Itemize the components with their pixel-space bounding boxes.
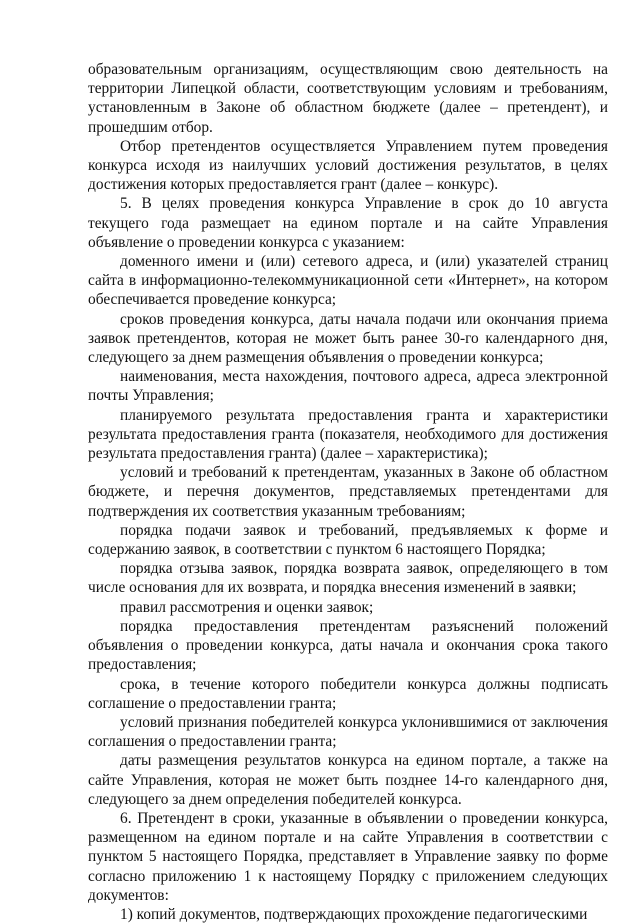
paragraph-11: правил рассмотрения и оценки заявок; xyxy=(120,598,374,616)
paragraph-7: планируемого результата предоставления гранта и характеристики результата предоставления гранта (показателя, необходимого для достижения результата предоставления гранта) (далее – характеристика); xyxy=(88,406,608,463)
paragraph-17: 1) копий документов, подтверждающих прохождение педагогическими xyxy=(120,905,588,923)
paragraph-14: условий признания победителей конкурса уклонившимися от заключения соглашения о предоставлении гранта; xyxy=(88,713,608,751)
paragraph-9: порядка подачи заявок и требований, предъявляемых к форме и содержанию заявок, в соответствии с пунктом 6 настоящего Порядка; xyxy=(88,521,608,559)
paragraph-15: даты размещения результатов конкурса на едином портале, а также на сайте Управления, которая не может быть позднее 14-го календарного дня, следующего за днем определения победителей конкурса. xyxy=(88,752,608,808)
paragraph-6: наименования, места нахождения, почтового адреса, адреса электронной почты Управления; xyxy=(88,368,608,405)
paragraph-5: сроков проведения конкурса, даты начала подачи или окончания приема заявок претендентов, которая не может быть ранее 30-го календарного дня, следующего за днем размещения объявления о проведении конкурса; xyxy=(88,310,608,367)
paragraph-12: порядка предоставления претендентам разъяснений положений объявления о проведении конкурса, даты начала и окончания срока такого предоставления; xyxy=(88,617,608,674)
paragraph-3: 5. В целях проведения конкурса Управление в срок до 10 августа текущего года размещает на едином портале и на сайте Управления объявление о проведении конкурса с указанием: xyxy=(88,195,608,251)
document-page xyxy=(88,60,608,924)
paragraph-1: образовательным организациям, осуществляющим свою деятельность на территории Липецкой области, соответствующим условиям и требованиям, установленным в Законе об областном бюджете (далее – претендент), и прошедшим отбор. xyxy=(88,61,608,136)
paragraph-10: порядка отзыва заявок, порядка возврата заявок, определяющего в том числе основания для их возврата, и порядка внесения изменений в заявки; xyxy=(88,560,608,597)
paragraph-13: срока, в течение которого победители конкурса должны подписать соглашение о предоставлении гранта; xyxy=(88,675,608,712)
paragraph-2: Отбор претендентов осуществляется Управлением путем проведения конкурса исходя из наилучших условий достижения результатов, в целях достижения которых предоставляется грант (далее – конкурс). xyxy=(88,137,608,194)
paragraph-16: 6. Претендент в сроки, указанные в объявлении о проведении конкурса, размещенном на едином портале и на сайте Управления в соответствии с пунктом 5 настоящего Порядка, представляет в Управление заявку по форме согласно приложению 1 к настоящему Порядку с приложением следующих документов: xyxy=(88,809,608,904)
paragraph-4: доменного имени и (или) сетевого адреса, и (или) указателей страниц сайта в информационно-телекоммуникационной сети «Интернет», на котором обеспечивается проведение конкурса; xyxy=(88,253,608,309)
paragraph-8: условий и требований к претендентам, указанных в Законе об областном бюджете, и перечня документов, представляемых претендентами для подтверждения их соответствия указанным требованиям; xyxy=(88,464,608,520)
